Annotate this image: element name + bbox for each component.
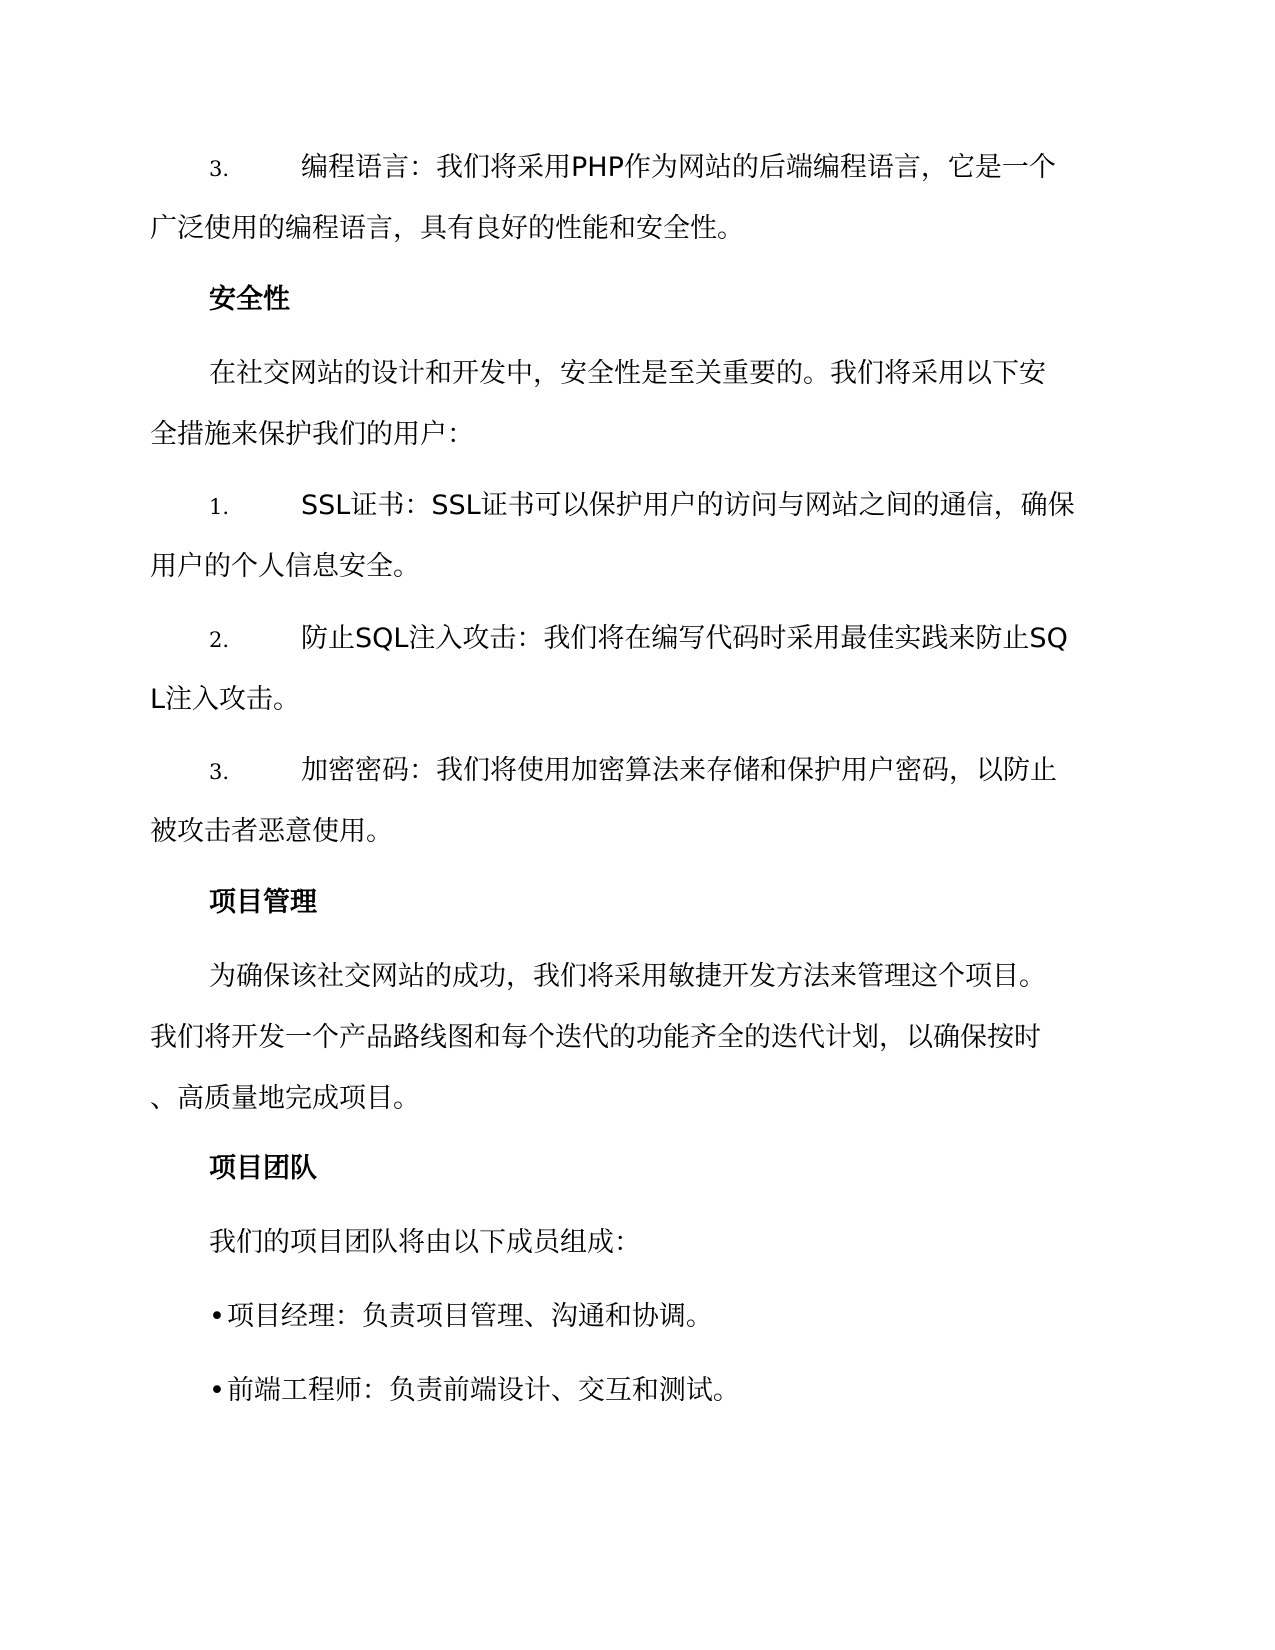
bullet-icon: • xyxy=(209,1301,225,1332)
list-number: 1. xyxy=(209,495,230,519)
bullet-item-text: 前端工程师：负责前端设计、交互和测试。 xyxy=(226,1375,740,1406)
section-heading-security: 安全性 xyxy=(209,284,290,315)
project-management-paragraph: 为确保该社交网站的成功，我们将采用敏捷开发方法来管理这个项目。 我们将开发一个产品路线图和每个迭代的功能齐全的迭代计划，以确保按时 、高质量地完成项目。 xyxy=(150,961,1046,1114)
list-item-text-continued: 被攻击者恶意使用。 xyxy=(150,816,393,847)
list-item-ssl xyxy=(150,475,1135,597)
list-item-text: SSL证书：SSL证书可以保护用户的访问与网站之间的通信，确保 xyxy=(301,490,1075,521)
bullet-item-frontend-engineer xyxy=(150,1360,1135,1421)
list-item-text-continued: 广泛使用的编程语言，具有良好的性能和安全性。 xyxy=(150,213,744,244)
list-item-text-continued: 用户的个人信息安全。 xyxy=(150,551,420,582)
section-heading-project-team: 项目团队 xyxy=(209,1153,317,1184)
list-item-sql-injection xyxy=(150,608,1135,730)
list-number: 3. xyxy=(209,157,230,181)
project-team-intro: 我们的项目团队将由以下成员组成： xyxy=(209,1227,641,1258)
list-item-text: 加密密码：我们将使用加密算法来存储和保护用户密码，以防止 xyxy=(301,755,1057,786)
bullet-item-text: 项目经理：负责项目管理、沟通和协调。 xyxy=(226,1301,713,1332)
bullet-item-project-manager xyxy=(150,1286,1135,1347)
security-intro-paragraph: 在社交网站的设计和开发中，安全性是至关重要的。我们将采用以下安 全措施来保护我们的用户： xyxy=(150,358,1046,450)
section-heading-project-management: 项目管理 xyxy=(209,887,317,918)
list-item-programming-language xyxy=(150,137,1135,259)
bullet-icon: • xyxy=(209,1375,225,1406)
list-item-encrypted-password xyxy=(150,740,1135,862)
list-number: 3. xyxy=(209,760,230,784)
list-number: 2. xyxy=(209,628,230,652)
list-item-text: 防止SQL注入攻击：我们将在编写代码时采用最佳实践来防止SQ xyxy=(301,623,1068,654)
list-item-text: 编程语言：我们将采用PHP作为网站的后端编程语言，它是一个 xyxy=(301,152,1056,183)
list-item-text-continued: L注入攻击。 xyxy=(150,684,301,715)
